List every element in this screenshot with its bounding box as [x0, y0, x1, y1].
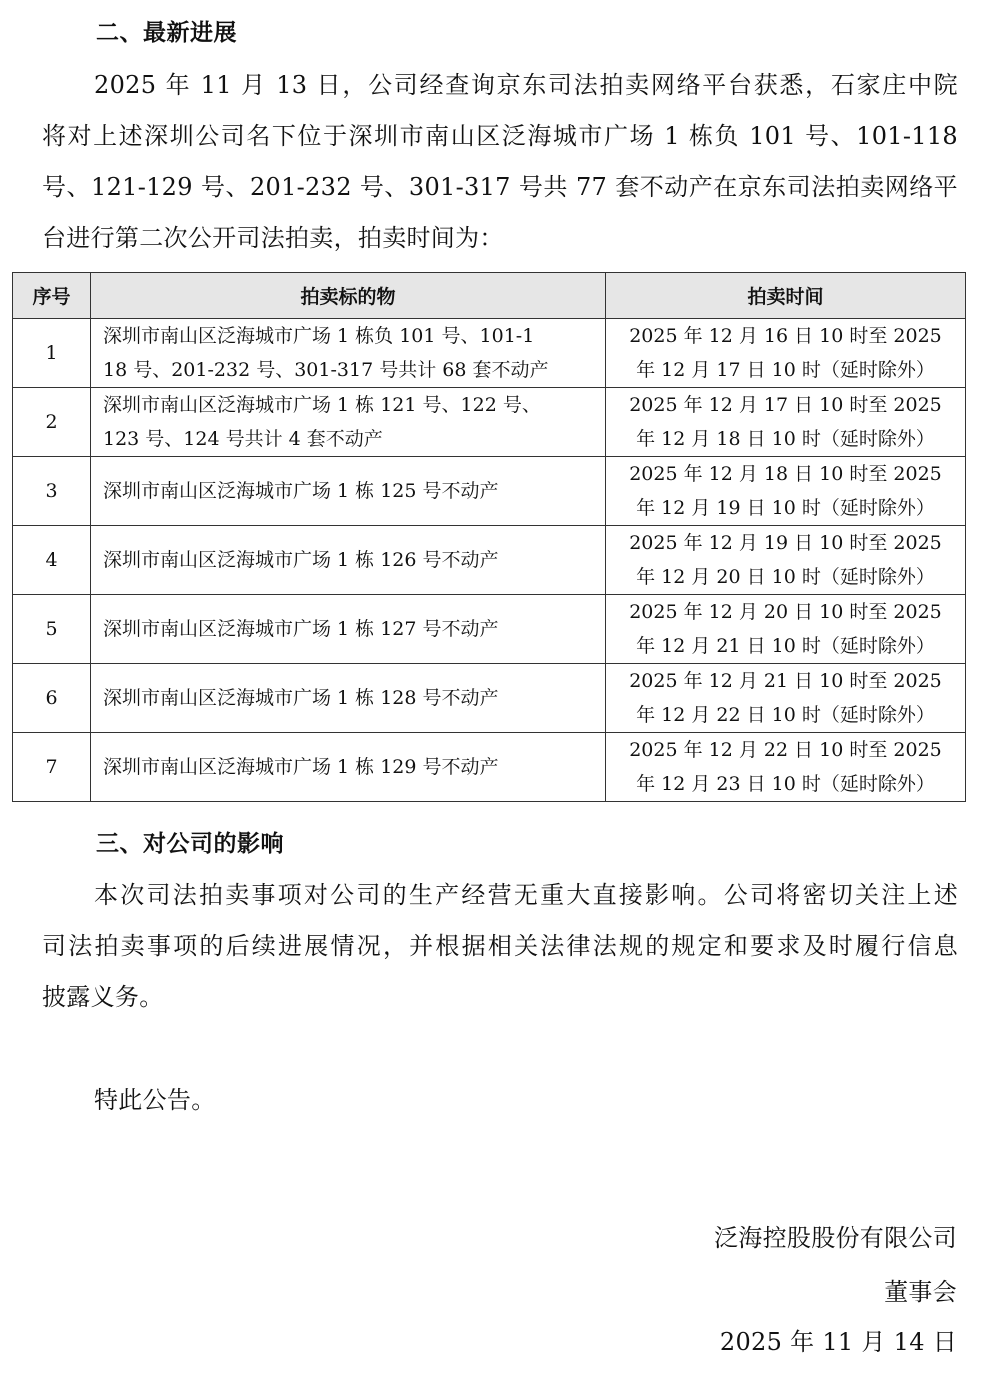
- row-auction-time: [606, 664, 966, 733]
- subject-line: 深圳市南山区泛海城市广场 1 栋负 101 号、101-1: [103, 325, 535, 347]
- row-auction-time: [606, 388, 966, 457]
- impact-paragraph-line: 司法拍卖事项的后续进展情况，并根据相关法律法规的规定和要求及时履行信息: [42, 932, 958, 960]
- time-line: 2025 年 12 月 20 日 10 时至 2025: [629, 601, 942, 623]
- row-auction-subject: [91, 664, 606, 733]
- signature-company: 泛海控股股份有限公司: [714, 1224, 957, 1252]
- table-row: [13, 526, 966, 595]
- time-line: 2025 年 12 月 22 日 10 时至 2025: [629, 739, 942, 761]
- subject-line: 深圳市南山区泛海城市广场 1 栋 128 号不动产: [103, 687, 499, 709]
- signature-date: 2025 年 11 月 14 日: [719, 1328, 957, 1356]
- row-auction-subject: [91, 457, 606, 526]
- row-serial-no: 6: [13, 664, 91, 733]
- row-auction-subject: [91, 595, 606, 664]
- time-line: 2025 年 12 月 21 日 10 时至 2025: [629, 670, 942, 692]
- time-line: 2025 年 12 月 16 日 10 时至 2025: [629, 325, 942, 347]
- row-serial-no: 1: [13, 319, 91, 388]
- time-line: 年 12 月 17 日 10 时（延时除外）: [636, 359, 935, 381]
- row-auction-subject: [91, 319, 606, 388]
- progress-paragraph: [42, 60, 958, 264]
- table-row: [13, 664, 966, 733]
- closing-line: 特此公告。: [94, 1086, 216, 1114]
- time-line: 2025 年 12 月 18 日 10 时至 2025: [629, 463, 942, 485]
- subject-line: 深圳市南山区泛海城市广场 1 栋 125 号不动产: [103, 480, 499, 502]
- time-line: 2025 年 12 月 19 日 10 时至 2025: [629, 532, 942, 554]
- time-line: 年 12 月 18 日 10 时（延时除外）: [636, 428, 935, 450]
- header-serial-no: 序号: [13, 273, 91, 319]
- time-line: 年 12 月 19 日 10 时（延时除外）: [636, 497, 935, 519]
- table-row: [13, 457, 966, 526]
- row-auction-time: [606, 526, 966, 595]
- time-line: 年 12 月 20 日 10 时（延时除外）: [636, 566, 935, 588]
- impact-paragraph-line: 本次司法拍卖事项对公司的生产经营无重大直接影响。公司将密切关注上述: [94, 881, 958, 909]
- table-row: [13, 733, 966, 802]
- row-auction-time: [606, 319, 966, 388]
- table-row: [13, 319, 966, 388]
- subject-line: 深圳市南山区泛海城市广场 1 栋 129 号不动产: [103, 756, 499, 778]
- signature-board: 董事会: [884, 1278, 957, 1306]
- time-line: 年 12 月 22 日 10 时（延时除外）: [636, 704, 935, 726]
- table-row: [13, 388, 966, 457]
- auction-schedule-table: [12, 272, 966, 802]
- table-header-row: [13, 273, 966, 319]
- header-auction-time: 拍卖时间: [606, 273, 966, 319]
- row-serial-no: 2: [13, 388, 91, 457]
- closing-statement: [42, 1075, 958, 1126]
- subject-line: 18 号、201-232 号、301-317 号共计 68 套不动产: [103, 359, 549, 381]
- subject-line: 深圳市南山区泛海城市广场 1 栋 121 号、122 号、: [103, 394, 541, 416]
- row-auction-subject: [91, 388, 606, 457]
- time-line: 年 12 月 21 日 10 时（延时除外）: [636, 635, 935, 657]
- impact-paragraph: [42, 870, 958, 1023]
- progress-paragraph-line: 台进行第二次公开司法拍卖，拍卖时间为：: [42, 224, 504, 252]
- subject-line: 深圳市南山区泛海城市广场 1 栋 126 号不动产: [103, 549, 499, 571]
- row-serial-no: 5: [13, 595, 91, 664]
- time-line: 年 12 月 23 日 10 时（延时除外）: [636, 773, 935, 795]
- table-row: [13, 595, 966, 664]
- time-line: 2025 年 12 月 17 日 10 时至 2025: [629, 394, 942, 416]
- progress-paragraph-line: 2025 年 11 月 13 日，公司经查询京东司法拍卖网络平台获悉，石家庄中院: [94, 71, 958, 99]
- progress-paragraph-line: 将对上述深圳公司名下位于深圳市南山区泛海城市广场 1 栋负 101 号、101-118: [42, 122, 958, 150]
- subject-line: 123 号、124 号共计 4 套不动产: [103, 428, 383, 450]
- row-serial-no: 3: [13, 457, 91, 526]
- section-heading-progress: 二、最新进展: [96, 20, 237, 46]
- row-auction-time: [606, 595, 966, 664]
- row-auction-time: [606, 457, 966, 526]
- section-heading-impact: 三、对公司的影响: [96, 831, 284, 857]
- row-auction-time: [606, 733, 966, 802]
- subject-line: 深圳市南山区泛海城市广场 1 栋 127 号不动产: [103, 618, 499, 640]
- row-serial-no: 7: [13, 733, 91, 802]
- row-auction-subject: [91, 526, 606, 595]
- progress-paragraph-line: 号、121-129 号、201-232 号、301-317 号共 77 套不动产在京东司法拍卖网络平: [42, 173, 958, 201]
- row-auction-subject: [91, 733, 606, 802]
- row-serial-no: 4: [13, 526, 91, 595]
- impact-paragraph-line: 披露义务。: [42, 983, 164, 1011]
- header-auction-subject: 拍卖标的物: [91, 273, 606, 319]
